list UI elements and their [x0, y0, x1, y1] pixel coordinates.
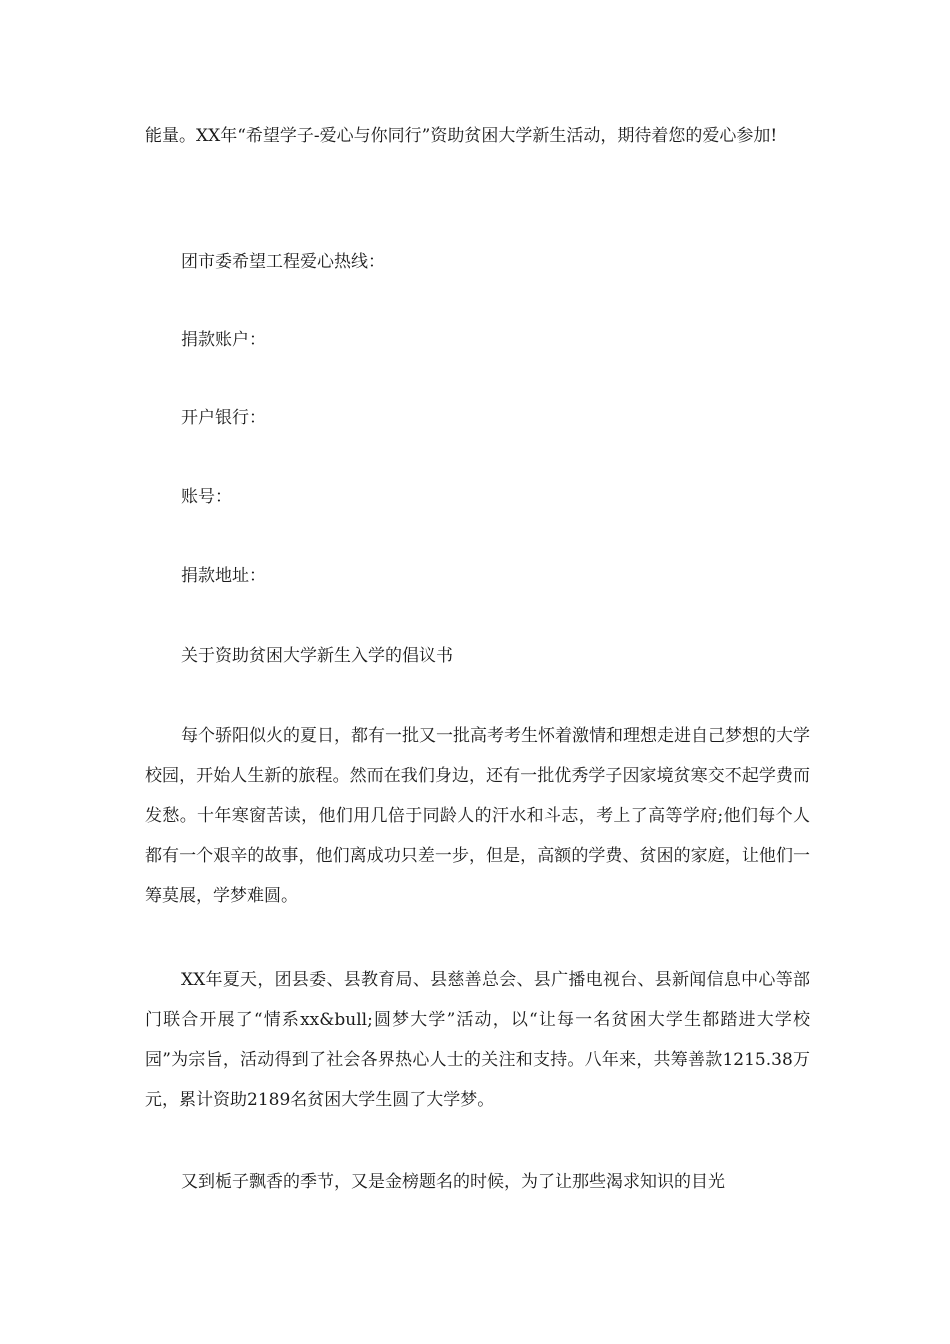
- paragraph-donation-account: 捐款账户：: [181, 330, 266, 350]
- paragraph-bank: 开户银行：: [181, 408, 266, 428]
- paragraph-donation-address: 捐款地址：: [181, 566, 266, 586]
- paragraph-hotline: 团市委希望工程爱心热线：: [181, 252, 385, 272]
- paragraph-activity-history: XX年夏天，团县委、县教育局、县慈善总会、县广播电视台、县新闻信息中心等部门联合开展了“情系xx&bull;圆梦大学”活动，以“让每一名贫困大学生都踏进大学校园”为宗旨，活动得到了社会各界热心人士的关注和支持。八年来，共筹善款1215.38万元，累计资助2189名贫困大学生圆了大学梦。: [145, 970, 810, 1110]
- paragraph-account-number: 账号：: [181, 487, 232, 507]
- paragraph-gardenia-season: 又到栀子飘香的季节，又是金榜题名的时候，为了让那些渴求知识的目光: [181, 1172, 725, 1192]
- paragraph-summer-students: 每个骄阳似火的夏日，都有一批又一批高考考生怀着激情和理想走进自己梦想的大学校园，开始人生新的旅程。然而在我们身边，还有一批优秀学子因家境贫寒交不起学费而发愁。十年寒窗苦读，他们用几倍于同龄人的汗水和斗志，考上了高等学府;他们每个人都有一个艰辛的故事，他们离成功只差一步，但是，高额的学费、贫困的家庭，让他们一筹莫展，学梦难圆。: [145, 726, 810, 906]
- section-title: 关于资助贫困大学新生入学的倡议书: [181, 646, 453, 666]
- paragraph-continuation: 能量。XX年“希望学子-爱心与你同行”资助贫困大学新生活动，期待着您的爱心参加!: [145, 126, 778, 146]
